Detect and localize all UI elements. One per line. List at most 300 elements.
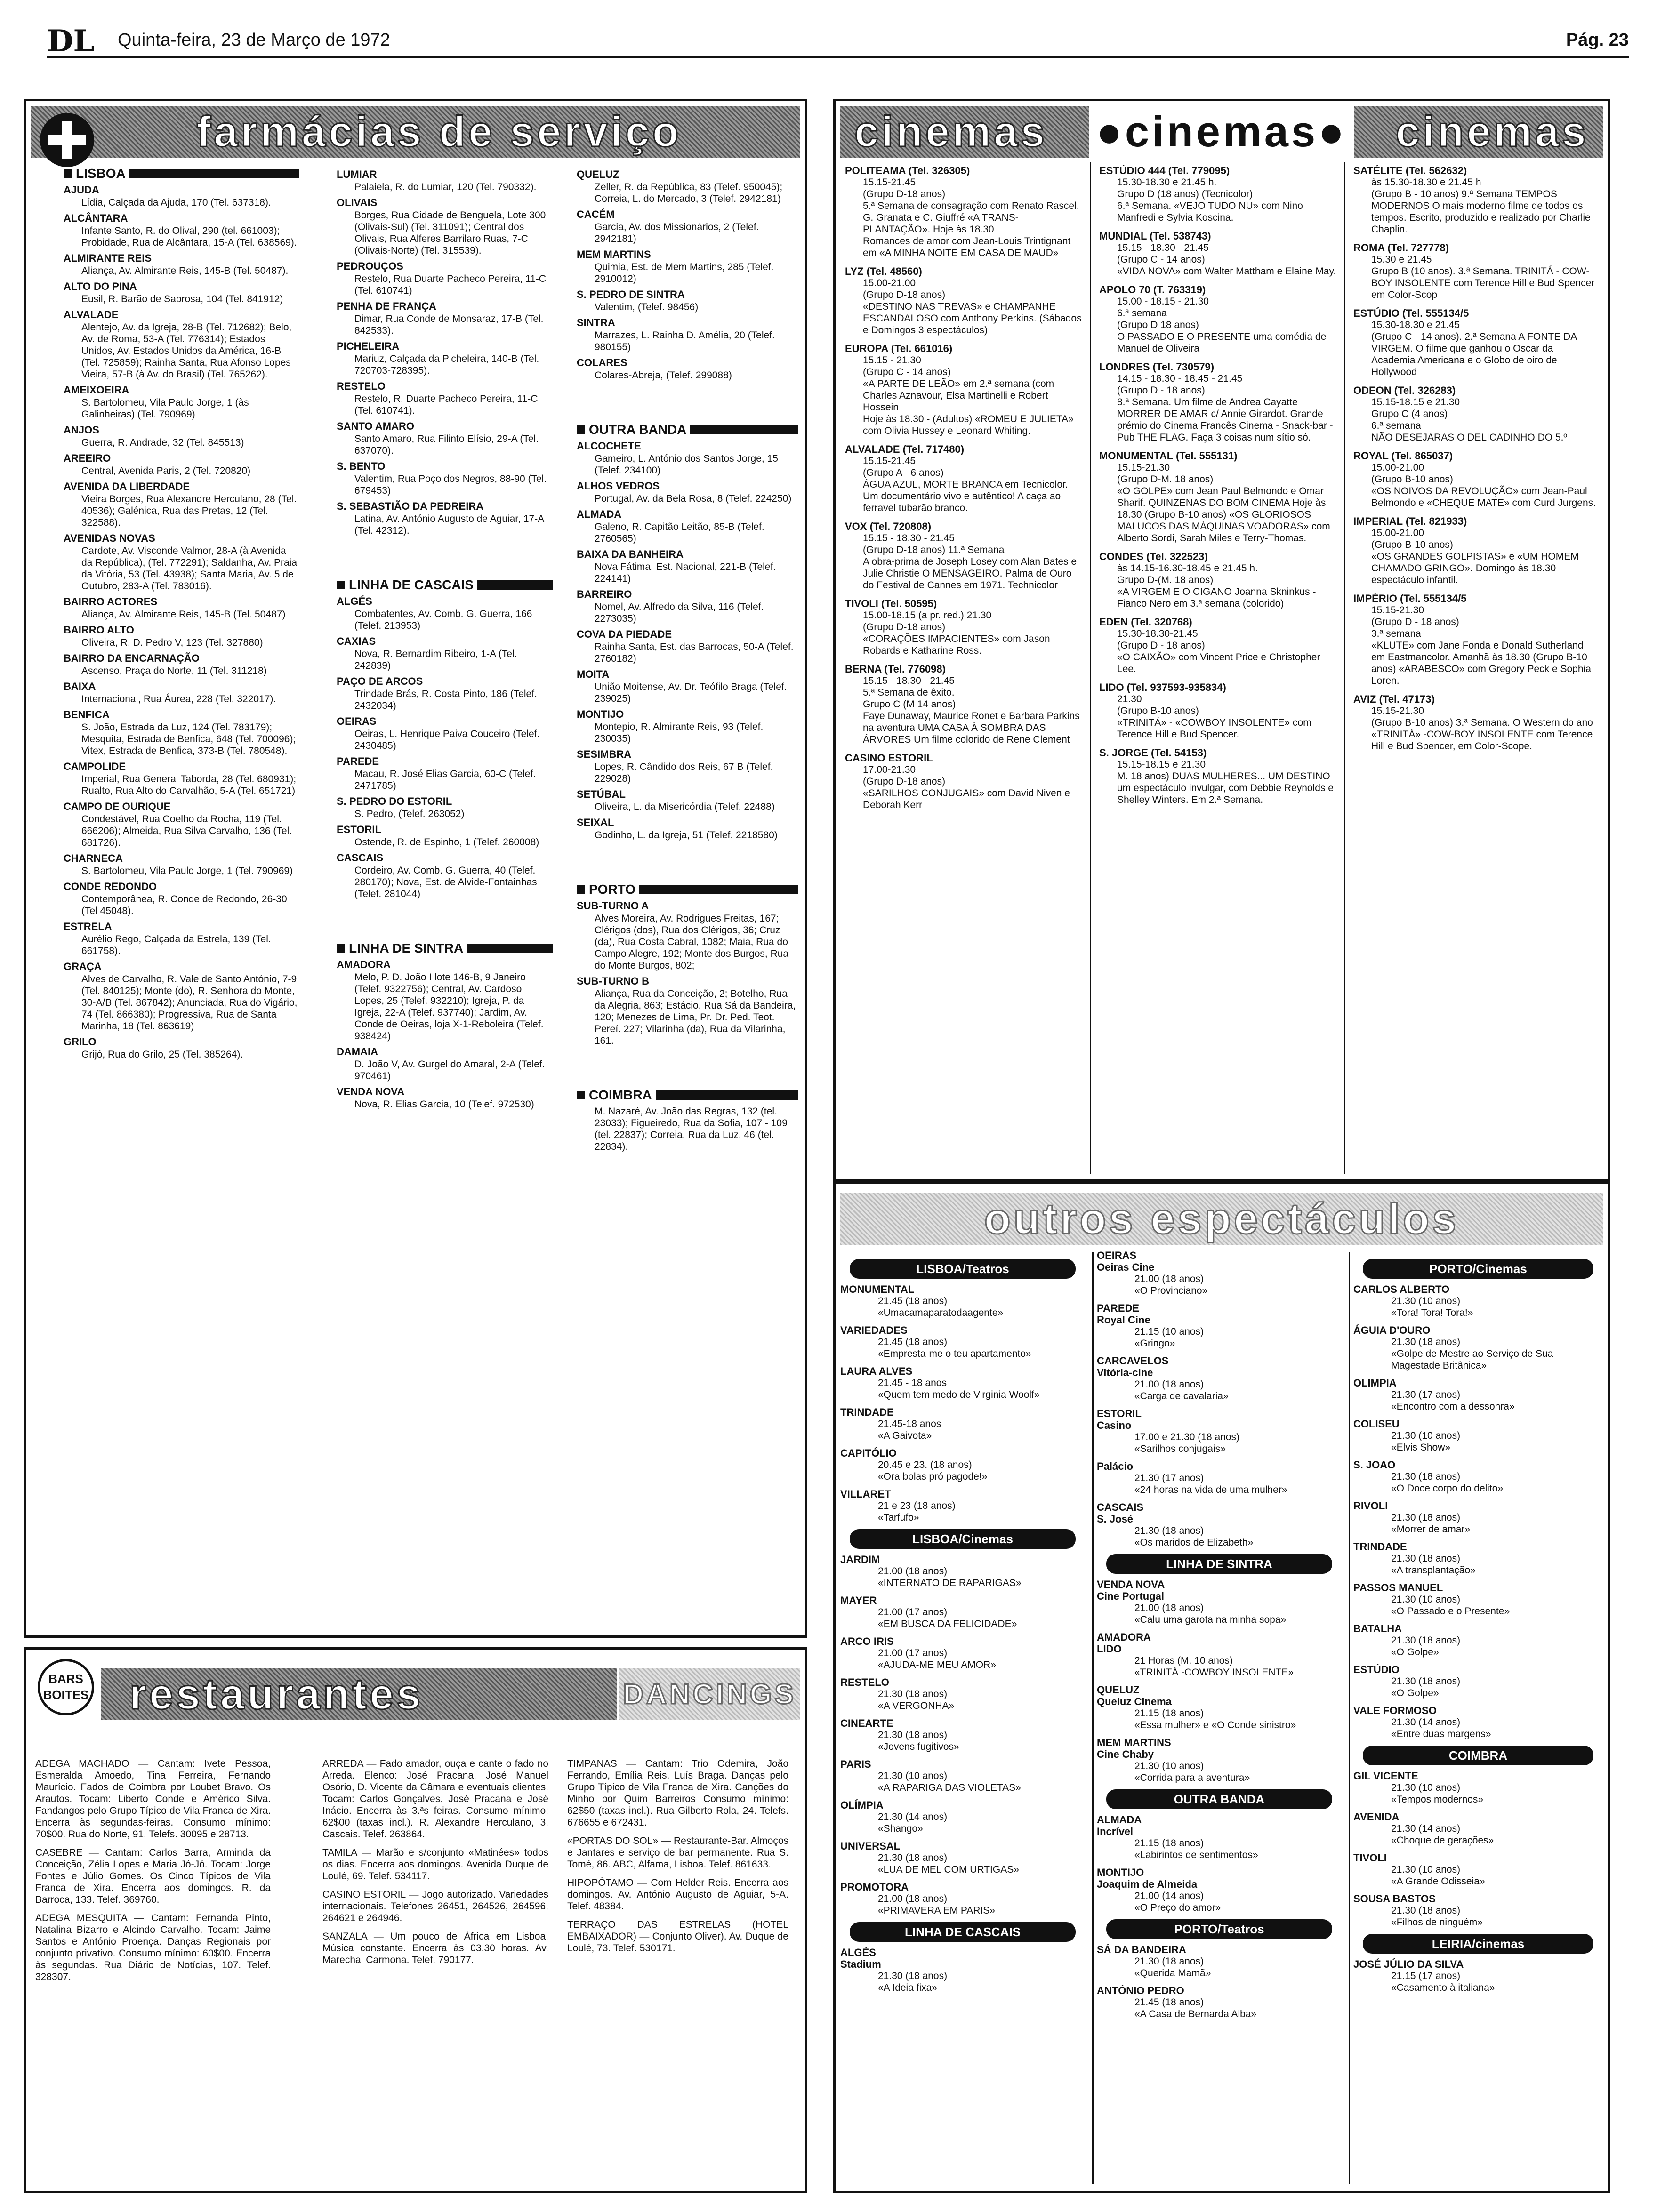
pharmacy-area: BAIXA DA BANHEIRA [577,548,684,560]
restaurant-entry: SANZALA — Um pouco de África em Lisboa. Música constante. Encerra às 03.30 horas. Av. Marechal Carmona. Telef. 790177. [322,1931,548,1965]
pharmacy-entry: Nomel, Av. Alfredo da Silva, 116 (Telef. 2273035) [595,601,764,624]
cinemas-banner [840,106,1603,158]
pharmacy-area: ALGÉS [337,595,372,607]
pharmacy-area: CAMPOLIDE [64,761,126,772]
pharmacy-entry: Alves de Carvalho, R. Vale de Santo António, 7-9 (Tel. 840125); Monte (do), R. Senhora do Monte, 30-A/B (Tel. 867842); Anunciada, Rua do Vigário, 74 (Tel. 866380); Progressiva, Rua de Santa Marinha, 18 (Tel. 863619) [81,974,298,1032]
cinema-programme: 15.00-21.00 (Grupo B-10 anos) «OS NOIVOS DA REVOLUÇÃO» com Jean-Paul Belmondo e «CHEQUE MATE» com Curd Jurgens. [1371,462,1596,508]
cinema-programme: 15.15-21.45 (Grupo A - 6 anos) ÁGUA AZUL, MORTE BRANCA em Tecnicolor. Um documentário vivo e autêntico! A caça ao ferravel tubarão branco. [863,456,1068,513]
cinema-listing [1353,385,1598,443]
show-details: 21.30 (18 anos) «Morrer de amar» [1391,1512,1471,1535]
cinema-programme: 15.30-18.30-21.45 (Grupo D - 18 anos) «O CAIXÃO» com Vincent Price e Christopher Lee. [1117,628,1320,674]
pharmacy-entry: S. Bartolomeu, Vila Paulo Jorge, 1 (às Galinheiras) (Tel. 790969) [81,397,249,420]
venue-category-label: LISBOA/Teatros [850,1259,1076,1279]
cinema-programme: 15.15-21.45 (Grupo D-18 anos) 5.ª Semana de consagração com Renato Rascel, G. Granata e C. Giuffré «A TRANS-PLANTAÇÃO». Hoje às 18.30 Romances de amor com Jean-Louis Trintignant em «A MINHA NOITE EM CASA DE MAUD» [863,177,1079,258]
pharmacy-area: BARREIRO [577,588,632,600]
pharmacy-entry: Gameiro, L. António dos Santos Jorge, 15 (Telef. 234100) [595,453,778,476]
pharmacy-entry: Mariuz, Calçada da Picheleira, 140-B (Tel. 720703-728395). [354,353,539,376]
cinema-name: LIDO (Tel. 937593-935834) [1099,681,1226,693]
show-details: 21.30 (10 anos) «Tora! Tora! Tora!» [1391,1296,1473,1318]
pharmacy-area: SANTO AMARO [337,420,414,432]
pharmacy-entry: Dimar, Rua Conde de Monsaraz, 17-B (Tel. 842533). [354,313,544,336]
newspaper-logo: DL [47,24,95,59]
show-listing [840,1554,1085,1589]
pharmacy-area: ALCÂNTARA [64,212,128,224]
show-listing [1353,1324,1603,1371]
venue-category-label: OUTRA BANDA [1106,1789,1332,1809]
venue-name: VARIEDADES [840,1324,908,1336]
restaurant-entry: ADEGA MESQUITA — Cantam: Fernanda Pinto, Natalina Bizarro e Alcindo Carvalho. Tocam: Jaime Santos e António Proença. Danças Regionais por conjunto privativo. Consumo mínimo: 60$00. Encerra às segundas. Rua Diário de Notícias, 107. Telef. 328307. [35,1913,271,1982]
pharmacy-area: BAIRRO ALTO [64,624,134,636]
show-details: 21.30 (10 anos) «O Passado e o Presente» [1391,1594,1510,1617]
pharmacy-area: ESTRELA [64,921,112,932]
venue-name: ÁGUIA D'OURO [1353,1324,1431,1336]
show-listing [840,1676,1085,1712]
venue-name: PARIS [840,1758,871,1770]
pharmacies-col-3 [577,165,798,1156]
cinema-programme: 15.15-18.15 e 21.30 Grupo C (4 anos) 6.ª semana NÃO DESEJARAS O DELICADINHO DO 5.º [1371,397,1568,443]
pharmacy-area: ESTORIL [337,824,381,835]
venue-name: SOUSA BASTOS [1353,1893,1436,1905]
show-details: 21.45 (18 anos) «Umacamaparatodaagente» [878,1296,1004,1318]
cinema-listing [845,521,1085,591]
cinema-name: ESTÚDIO (Tel. 555134/5 [1353,307,1469,319]
cinema-programme: 15.15-18.15 e 21.30 M. 18 anos) DUAS MULHERES... UM DESTINO um espectáculo invulgar, com Debbie Reynolds e Shelley Winters. Em 2.ª Semana. [1117,759,1334,805]
pharmacy-area: AREEIRO [64,452,111,464]
cinema-name: BERNA (Tel. 776098) [845,663,946,675]
section-bar [690,425,798,434]
cinema-name: POLITEAMA (Tel. 326305) [845,165,970,176]
pharmacy-entry: Lopes, R. Cândido dos Reis, 67 B (Telef. 229028) [595,761,773,784]
pharmacy-area: MOITA [577,668,610,680]
show-details: 21.30 (14 anos) «Choque de gerações» [1391,1823,1494,1846]
venue-name: PASSOS MANUEL [1353,1582,1443,1594]
venue-name: ALGÉS Stadium [840,1947,881,1970]
venue-name: QUELUZ Queluz Cinema [1097,1684,1172,1707]
section-bar [656,1090,798,1100]
page-number: Pág. 23 [1566,30,1629,50]
pharmacy-entry: Ascenso, Praça do Norte, 11 (Tel. 311218) [81,665,267,676]
show-details: 21.15 (17 anos) «Casamento à italiana» [1391,1971,1495,1993]
pharmacy-area: DAMAIA [337,1046,378,1058]
cinema-programme: 15.15 - 21.30 (Grupo C - 14 anos) «A PARTE DE LEÃO» em 2.ª semana (com Charles Aznavour, Elsa Martinelli e Robert Hossein Hoje às 18.30 - (Adultos) «ROMEU E JULIETA» com Olivia Hussey e Leonard Whiting. [863,355,1074,436]
cinemas-title-right: cinemas [1395,108,1589,156]
venue-name: VILLARET [840,1488,891,1500]
pharmacy-entry: Portugal, Av. da Bela Rosa, 8 (Telef. 224250) [595,493,792,504]
show-listing [1097,1814,1342,1861]
cinema-programme: 15.30-18.30 e 21.45 (Grupo C - 14 anos). 2.ª Semana A FONTE DA VIRGEM. O filme que ganhou o Oscar da Academia Americana e o Globo de oiro de Hollywood [1371,320,1577,377]
restaurants-col-3 [567,1758,788,1961]
pharmacy-area: BAIRRO DA ENCARNAÇÃO [64,652,200,664]
show-listing [1097,1985,1342,2020]
venue-name: Palácio [1097,1460,1134,1472]
venue-category-label: PORTO/Teatros [1106,1919,1332,1939]
pharmacy-area: CAMPO DE OURIQUE [64,801,171,812]
cinema-programme: 15.15 - 18.30 - 21.45 5.ª Semana de êxito. Grupo C (M 14 anos) Faye Dunaway, Maurice Ronet e Barbara Parkins na aventura UMA CASA À SOMBRA DAS ÁRVORES Um filme colorido de Rene Clement [863,675,1080,745]
pharmacy-entry: Infante Santo, R. do Olival, 290 (tel. 661003); Probidade, Rua de Alcântara, 15-A (Tel. 638569). [81,225,297,248]
venue-name: PAREDE Royal Cine [1097,1302,1150,1326]
pharmacy-area: OEIRAS [337,715,377,727]
pharmacy-entry: Restelo, Rua Duarte Pacheco Pereira, 11-C (Tel. 610741) [354,273,546,296]
show-listing [1097,1408,1342,1455]
show-details: 21.30 (17 anos) «Encontro com a dessonra» [1391,1389,1515,1412]
show-details: 21.30 (18 anos) «O Golpe» [1391,1676,1461,1699]
venue-name: MONUMENTAL [840,1283,915,1295]
cinema-listing [1353,450,1598,509]
pharmacy-area: SEIXAL [577,817,614,828]
show-details: 21.15 (18 anos) «Essa mulher» e «O Conde sinistro» [1134,1708,1296,1731]
restaurants-col-1 [35,1758,271,1989]
show-details: 21.45 - 18 anos «Quem tem medo de Virginia Woolf» [878,1378,1040,1400]
pharmacy-entry: Guerra, R. Andrade, 32 (Tel. 845513) [81,437,244,448]
pharmacy-area: CACÉM [577,208,615,220]
show-listing [1353,1958,1603,1994]
pharmacy-area: QUELUZ [577,168,619,180]
pharmacy-area: BENFICA [64,709,110,721]
venue-name: VENDA NOVA Cine Portugal [1097,1579,1165,1602]
pharmacy-entry: Condestável, Rua Coelho da Rocha, 119 (Tel. 666206); Almeida, Rua Silva Carvalho, 136 (Tel. 681726). [81,814,292,848]
show-listing [1353,1770,1603,1805]
show-details: 21.30 (18 anos) «Querida Mamã» [1134,1956,1211,1979]
show-details: 21.30 (10 anos) «Tempos modernos» [1391,1782,1484,1805]
cinema-programme: às 15.30-18.30 e 21.45 h (Grupo B - 10 anos) 9.ª Semana TEMPOS MODERNOS O mais moderno filme de todos os tempos. Escrito, produzido e realizado por Charlie Chaplin. [1371,177,1591,235]
cinema-name: EDEN (Tel. 320768) [1099,616,1192,628]
cinema-name: TIVOLI (Tel. 50595) [845,598,937,609]
pharmacy-entry: S. Bartolomeu, Vila Paulo Jorge, 1 (Tel. 790969) [81,866,293,876]
show-listing [840,1758,1085,1794]
pharmacy-entry: Oliveira, R. D. Pedro V, 123 (Tel. 327880) [81,637,263,648]
show-listing [1097,1250,1342,1297]
show-listing [1353,1283,1603,1319]
cinema-listing [845,598,1085,657]
section-coimbra [577,1089,798,1101]
cinemas-box [833,99,1610,1181]
pharmacy-entry: Contemporânea, R. Conde de Redondo, 26-30 (Tel 45048). [81,894,287,916]
section-bar [477,580,553,590]
pharmacy-entry: M. Nazaré, Av. João das Regras, 132 (tel. 23033); Figueiredo, Rua da Sofia, 107 - 109 (tel. 22837); Correia, Rua da Luz, 46 (tel. 22834). [595,1106,788,1152]
pharmacy-area: ALCOCHETE [577,440,641,452]
cinema-listing [1353,693,1598,752]
venue-name: RESTELO [840,1676,889,1688]
show-listing [1353,1852,1603,1887]
pharmacy-entry: Vieira Borges, Rua Alexandre Herculano, 28 (Tel. 40536); Galénica, Rua das Pretas, 12 (Tel. 322588). [81,494,297,528]
pharmacy-entry: Rainha Santa, Est. das Barrocas, 50-A (Telef. 2760182) [595,641,794,664]
column-rule [1349,1252,1350,2184]
cinema-programme: 21.30 (Grupo B-10 anos) «TRINITÁ» - «COWBOY INSOLENTE» com Terence Hill e Bud Spencer. [1117,694,1311,740]
show-details: 21 e 23 (18 anos) «Tarfufo» [878,1500,956,1523]
pharmacy-entry: Central, Avenida Paris, 2 (Tel. 720820) [81,465,251,476]
section-linha-sintra [337,942,553,954]
section-title: OUTRA BANDA [589,422,687,437]
pharmacy-area: ALVALADE [64,309,119,321]
outros-banner: outros espectáculos [840,1193,1603,1245]
restaurant-entry: HIPOPÓTAMO — Com Helder Reis. Encerra aos domingos. Av. António Augusto de Aguiar, 5-A. Telef. 48384. [567,1877,788,1912]
show-listing [1097,1631,1342,1678]
venue-name: CINEARTE [840,1717,893,1729]
venue-name: TIVOLI [1353,1852,1387,1864]
show-details: 21.30 (18 anos) «O Golpe» [1391,1635,1461,1658]
show-listing [1097,1684,1342,1731]
outros-col-2 [1097,1250,1342,2026]
cinema-listing [1099,450,1339,544]
show-listing [1097,1302,1342,1349]
cinema-name: EUROPA (Tel. 661016) [845,343,953,354]
show-details: 21.30 (18 anos) «LUA DE MEL COM URTIGAS» [878,1852,1019,1875]
cinema-name: ALVALADE (Tel. 717480) [845,443,965,455]
cinema-name: S. JORGE (Tel. 54153) [1099,747,1207,759]
pharmacy-entry: Trindade Brás, R. Costa Pinto, 186 (Telef. 2432034) [354,689,537,711]
show-listing [1097,1944,1342,1979]
show-listing [1353,1500,1603,1535]
cinema-programme: 15.00-21.00 (Grupo B-10 anos) «OS GRANDES GOLPISTAS» e «UM HOMEM CHAMADO GRINGO». Domingo às 18.30 espectáculo infantil. [1371,528,1579,585]
venue-name: GIL VICENTE [1353,1770,1418,1782]
show-listing [1097,1460,1342,1496]
column-rule [1090,162,1091,1174]
pharmacies-col-1 [64,165,299,1064]
cinema-listing [1099,747,1339,806]
pharmacy-area: CHARNECA [64,852,123,864]
venue-name: BATALHA [1353,1623,1402,1635]
pharmacy-area: AVENIDA DA LIBERDADE [64,481,190,492]
show-details: 21.30 (18 anos) «Golpe de Mestre ao Serviço de Sua Magestade Britânica» [1391,1337,1553,1371]
restaurant-entry: «PORTAS DO SOL» — Restaurante-Bar. Almoços e Jantares e serviço de bar permanente. Rua S. Tomé, 86. ABC, Alfama, Lisboa. Telef. 861633. [567,1835,788,1870]
show-listing [1097,1579,1342,1626]
pharmacy-area: CAXIAS [337,635,376,647]
venue-category-label: LEIRIA/cinemas [1363,1934,1593,1954]
section-linha-cascais [337,579,553,591]
venue-name: TRINDADE [840,1406,894,1418]
show-listing [1353,1811,1603,1846]
cinema-programme: 14.15 - 18.30 - 18.45 - 21.45 (Grupo D - 18 anos) 8.ª Semana. Um filme de Andrea Cayatte MORRER DE AMAR c/ Annie Girardot. Grande prémio do Cinema Francês Cinema - Snack-bar - Pub THE FLAG. Faça 3 coisas num sítio só. [1117,373,1333,443]
show-details: 17.00 e 21.30 (18 anos) «Sarilhos conjugais» [1134,1432,1240,1454]
restaurant-entry: ADEGA MACHADO — Cantam: Ivete Pessoa, Esmeralda Amoedo, Tina Ferreira, Fernando Maurício. Fados de Coimbra por Loubet Bravo. Os Arautos. Tocam: Liberto Conde e Américo Silva. Fandangos pelo Grupo Típico de Vila Franca de Xira. Encerra às segundas-feiras. Consumo mínimo: 70$00. Rua do Norte, 91. Telefs. 30095 e 28713. [35,1758,271,1840]
pharmacy-area: LUMIAR [337,168,377,180]
show-listing [840,1324,1085,1360]
venue-name: MAYER [840,1595,877,1606]
venue-name: ESTORIL Casino [1097,1408,1142,1431]
cinema-name: AVIZ (Tel. 47173) [1353,693,1435,705]
cinema-listing [1099,361,1339,443]
pharmacy-area: ALHOS VEDROS [577,480,660,492]
pharmacy-area: GRAÇA [64,961,102,972]
show-listing [1097,1501,1342,1548]
venue-name: AVENIDA [1353,1811,1400,1823]
pharmacy-area: S. SEBASTIÃO DA PEDREIRA [337,500,484,512]
page-header [47,24,1629,58]
pharmacy-area: ANJOS [64,424,99,436]
cinemas-title-left: cinemas [854,108,1048,156]
pharmacy-entry: Ostende, R. de Espinho, 1 (Telef. 260008) [354,837,539,848]
cinema-programme: 17.00-21.30 (Grupo D-18 anos) «SARILHOS CONJUGAIS» com David Niven e Deborah Kerr [863,764,1070,810]
pharmacy-area: PAREDE [337,755,379,767]
pharmacy-entry: Oliveira, L. da Misericórdia (Telef. 22488) [595,801,775,812]
cinema-programme: 15.30 e 21.45 Grupo B (10 anos). 3.ª Semana. TRINITÁ - COW-BOY INSOLENTE com Terence Hill e Bud Spencer em Color-Scop [1371,254,1595,300]
show-listing [1353,1893,1603,1928]
cinema-name: SATÉLITE (Tel. 562632) [1353,165,1467,176]
show-details: 21.15 (10 anos) «Gringo» [1134,1326,1204,1349]
venue-name: ALMADA Incrível [1097,1814,1142,1837]
pharmacy-area: ALMIRANTE REIS [64,252,152,264]
pharmacy-area: ALMADA [577,508,622,520]
cinema-name: IMPERIAL (Tel. 821933) [1353,515,1467,527]
pharmacy-area: PAÇO DE ARCOS [337,675,423,687]
show-listing [840,1595,1085,1630]
section-bar [467,944,553,953]
venue-name: S. JOAO [1353,1459,1396,1471]
cinema-name: CONDES (Tel. 322523) [1099,551,1208,562]
show-details: 21.00 (18 anos) «INTERNATO DE RAPARIGAS» [878,1566,1022,1588]
venue-name: CARCAVELOS Vitória-cine [1097,1355,1169,1378]
cinema-programme: 15.00 - 18.15 - 21.30 6.ª semana (Grupo D 18 anos) O PASSADO E O PRESENTE uma comédia de Manuel de Oliveira [1117,296,1327,354]
venue-name: LAURA ALVES [840,1365,913,1377]
show-details: 21.30 (14 anos) «Entre duas margens» [1391,1717,1491,1739]
pharmacy-entry: Aliança, Av. Almirante Reis, 145-B (Tel. 50487) [81,609,286,620]
cinema-name: APOLO 70 (T. 763319) [1099,284,1206,296]
show-listing [1353,1705,1603,1740]
pharmacy-entry: Aurélio Rego, Calçada da Estrela, 139 (Tel. 661758). [81,934,271,956]
section-porto [577,883,798,895]
column-rule [1344,162,1345,1174]
column-rule [1092,1252,1094,2184]
show-listing [1097,1737,1342,1784]
show-listing [840,1717,1085,1753]
pharmacy-entry: Imperial, Rua General Taborda, 28 (Tel. 680931); Rualto, Rua Alto do Carvalhão, 5-A (Tel. 651721) [81,774,297,796]
show-details: 21.30 (18 anos) «Os maridos de Elizabeth» [1134,1525,1254,1548]
restaurants-col-2 [322,1758,548,1972]
square-bullet-icon [577,1091,585,1099]
cinema-name: CASINO ESTORIL [845,752,933,764]
cinema-name: ODEON (Tel. 326283) [1353,385,1456,396]
pharmacy-area: PEDROUÇOS [337,260,403,272]
pharmacy-entry: Combatentes, Av. Comb. G. Guerra, 166 (Telef. 213953) [354,609,532,631]
venue-name: OLIMPIA [1353,1377,1397,1389]
venue-category-label: LINHA DE CASCAIS [850,1922,1076,1942]
show-listing [840,1840,1085,1875]
cinema-programme: 15.15-21.30 (Grupo B-10 anos) 3.ª Semana. O Western do ano «TRINITÁ» -COW-BOY INSOLENTE com Terence Hill e Bud Spencer, em Color-Scope. [1371,705,1593,752]
cinema-listing [1353,515,1598,586]
cinema-programme: 15.15 - 18.30 - 21.45 (Grupo C - 14 anos) «VIDA NOVA» com Walter Mattham e Elaine May. [1117,242,1336,277]
venue-name: UNIVERSAL [840,1840,901,1852]
show-listing [1353,1418,1603,1453]
show-details: 21 Horas (M. 10 anos) «TRINITÁ -COWBOY INSOLENTE» [1134,1655,1294,1678]
cinema-programme: 15.00-21.00 (Grupo D-18 anos) «DESTINO NAS TREVAS» e CHAMPANHE ESCANDALOSO com Anthony Perkins. (Sábados e Domingos 3 espectáculos) [863,278,1082,336]
cinema-name: LONDRES (Tel. 730579) [1099,361,1215,373]
venue-name: OLÍMPIA [840,1799,884,1811]
show-details: 21.30 (18 anos) «A Ideia fixa» [878,1971,948,1993]
venue-name: CAPITÓLIO [840,1447,897,1459]
cinema-listing [1099,284,1339,354]
section-bar [639,885,798,894]
pharmacy-area: GRILO [64,1036,97,1048]
pharmacy-entry: Latina, Av. António Augusto de Aguiar, 17-A (Tel. 42312). [354,513,544,536]
show-details: 21.30 (10 anos) «Elvis Show» [1391,1430,1461,1453]
venue-name: TRINDADE [1353,1541,1407,1553]
pharmacy-area: SESIMBRA [577,748,632,760]
pharmacies-box [24,99,807,1638]
pharmacy-area: CONDE REDONDO [64,881,157,892]
show-listing [840,1635,1085,1671]
cinema-name: MUNDIAL (Tel. 538743) [1099,230,1211,242]
restaurants-box [24,1647,807,2193]
venue-category-label: LISBOA/Cinemas [850,1529,1076,1549]
show-listing [1097,1867,1342,1914]
pharmacy-entry: Nova Fátima, Est. Nacional, 221-B (Telef. 224141) [595,561,776,584]
pharmacy-area: CASCAIS [337,852,384,864]
pharmacy-entry: Internacional, Rua Áurea, 228 (Tel. 322017). [81,694,276,705]
venue-category-label: PORTO/Cinemas [1363,1259,1593,1279]
cinema-programme: 15.30-18.30 e 21.45 h. Grupo D (18 anos) (Tecnicolor) 6.ª Semana. «VEJO TUDO NU» com Nino Manfredi e Sylvia Koscina. [1117,177,1303,223]
pharmacy-entry: Marrazes, L. Rainha D. Amélia, 20 (Telef. 980155) [595,330,775,353]
cinema-listing [845,343,1085,437]
section-title: LINHA DE CASCAIS [349,577,474,592]
section-outra-banda [577,424,798,435]
pharmacy-entry: Montepio, R. Almirante Reis, 93 (Telef. 230035) [595,721,764,744]
venue-name: ANTÓNIO PEDRO [1097,1985,1184,1996]
cinema-name: ESTÚDIO 444 (Tel. 779095) [1099,165,1230,176]
pharmacy-entry: Palaiela, R. do Lumiar, 120 (Tel. 790332). [354,182,537,192]
pharmacy-entry: Valentim, Rua Poço dos Negros, 88-90 (Tel. 679453) [354,473,547,496]
restaurant-entry: TAMILA — Marão e s/conjunto «Matinées» todos os dias. Encerra aos domingos. Avenida Duque de Loulé, 69. Telef. 534117. [322,1847,548,1882]
venue-name: PROMOTORA [840,1881,909,1893]
venue-name: ARCO IRIS [840,1635,894,1647]
pharmacies-banner: farmácias de serviço [31,106,800,158]
show-details: 21.00 (18 anos) «Calu uma garota na minha sopa» [1134,1603,1287,1625]
venue-name: JOSÉ JÚLIO DA SILVA [1353,1958,1464,1970]
venue-name: SÁ DA BANDEIRA [1097,1944,1186,1956]
show-listing [1353,1582,1603,1617]
cinemas-title-center: ●cinemas● [1089,106,1353,158]
pharmacy-entry: S. Pedro, (Telef. 263052) [354,809,465,819]
show-details: 21.00 (18 anos) «O Provinciano» [1134,1274,1208,1296]
show-details: 21.00 (18 anos) «Carga de cavalaria» [1134,1379,1229,1402]
pharmacy-entry: Aliança, Av. Almirante Reis, 145-B (Tel. 50487). [81,265,289,276]
show-details: 21.30 (18 anos) «O Doce corpo do delito» [1391,1471,1504,1494]
venue-name: JARDIM [840,1554,880,1565]
cinema-name: LYZ (Tel. 48560) [845,265,922,277]
show-listing [840,1406,1085,1442]
venue-category-label: COIMBRA [1363,1746,1593,1765]
venue-name: MONTIJO Joaquim de Almeida [1097,1867,1198,1890]
show-listing [840,1947,1085,1994]
section-lisboa: LISBOA [64,168,299,179]
pharmacy-entry: Aliança, Rua da Conceição, 2; Botelho, Rua da Alegria, 863; Estácio, Rua Sá da Bandeira, 120; Menezes de Lima, Pr. Dr. Ped. Teot. Pereí. 227; Vilarinha (da), Rua da Vilarinha, 161. [595,988,796,1046]
cinema-programme: às 14.15-16.30-18.45 e 21.45 h. Grupo D-(M. 18 anos) «A VIRGEM E O CIGANO Joanna Skninkus - Fianco Nero em 3.ª semana (colorido) [1117,563,1316,609]
cinema-listing [845,165,1085,259]
cinema-listing [845,265,1085,336]
pharmacy-area: PICHELEIRA [337,340,400,352]
pharmacy-area: MEM MARTINS [577,248,651,260]
pharmacy-entry: Lídia, Calçada da Ajuda, 170 (Tel. 637318). [81,197,271,208]
show-listing [840,1365,1085,1401]
show-listing [1353,1623,1603,1658]
show-listing [840,1283,1085,1319]
cinema-name: VOX (Tel. 720808) [845,521,932,532]
pharmacy-entry: Colares-Abreja, (Telef. 299088) [595,370,732,381]
pharmacy-area: SETÚBAL [577,788,626,800]
show-details: 21.30 (18 anos) «Filhos de ninguém» [1391,1905,1483,1928]
show-details: 21.30 (10 anos) «Corrida para a aventura» [1134,1761,1250,1783]
show-details: 21.45 (18 anos) «Empresta-me o teu apartamento» [878,1337,1031,1359]
cinemas-col-3 [1353,165,1598,759]
pharmacy-area: COLARES [577,357,627,369]
cinema-listing [1353,307,1598,378]
pharmacies-col-2 [337,165,553,1114]
pharmacy-entry: Cordeiro, Av. Comb. G. Guerra, 40 (Telef. 280170); Nova, Est. de Alvide-Fontainhas (Telef. 281044) [354,865,537,899]
show-details: 21.30 (14 anos) «Shango» [878,1811,948,1834]
pharmacy-area: SUB-TURNO B [577,975,649,987]
cinema-programme: 15.00-18.15 (a pr. red.) 21.30 (Grupo D-18 anos) «CORAÇÕES IMPACIENTES» com Jason Robards e Katharine Ross. [863,610,1050,656]
show-listing [1353,1377,1603,1412]
pharmacy-entry: Eusil, R. Barão de Sabrosa, 104 (Tel. 841912) [81,294,283,305]
